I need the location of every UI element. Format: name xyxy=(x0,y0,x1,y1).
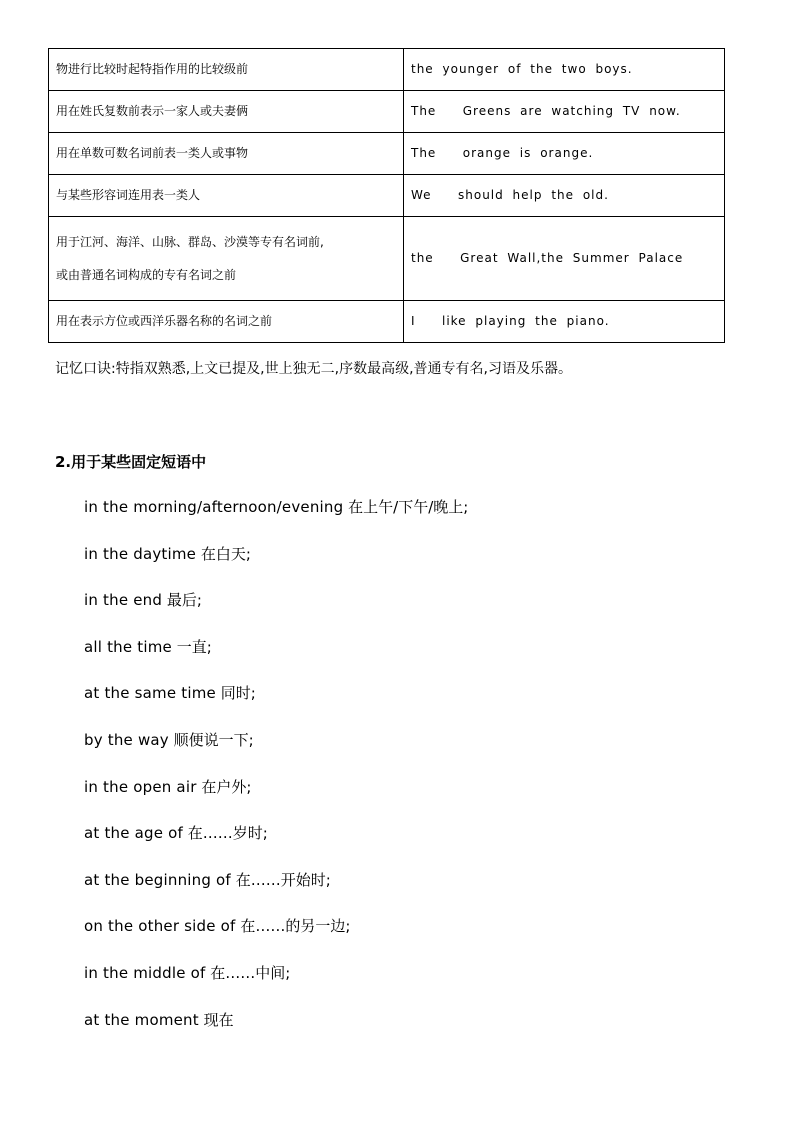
phrase-zh: 在户外; xyxy=(201,777,252,796)
table-row xyxy=(49,133,725,175)
phrase-zh: 在……开始时; xyxy=(235,870,331,889)
example-cell: We should help the old. xyxy=(404,175,725,217)
usage-cell: 用在表示方位或西洋乐器名称的名词之前 xyxy=(49,301,404,343)
phrase-zh: 在白天; xyxy=(200,544,251,563)
example-cell: The orange is orange. xyxy=(404,133,725,175)
table-row xyxy=(49,217,725,301)
list-item xyxy=(84,497,468,544)
phrase-zh: 同时; xyxy=(220,684,256,703)
phrase-en: at the age of xyxy=(84,824,183,843)
phrase-en: in the daytime xyxy=(84,544,197,563)
phrase-list xyxy=(84,497,468,1056)
list-item xyxy=(84,730,468,777)
list-item xyxy=(84,637,468,684)
phrase-en: all the time xyxy=(84,637,172,656)
phrase-zh: 顺便说一下; xyxy=(173,730,254,749)
list-item xyxy=(84,870,468,917)
phrase-en: at the beginning of xyxy=(84,870,231,889)
phrase-en: at the same time xyxy=(84,684,216,703)
phrase-en: at the moment xyxy=(84,1010,199,1029)
example-cell: The Greens are watching TV now. xyxy=(404,91,725,133)
phrase-zh: 现在 xyxy=(203,1010,234,1029)
phrase-zh: 在……岁时; xyxy=(187,824,268,843)
article-usage-table xyxy=(48,48,725,343)
list-item xyxy=(84,777,468,824)
usage-cell: 用在单数可数名词前表一类人或事物 xyxy=(49,133,404,175)
list-item xyxy=(84,823,468,870)
phrase-en: in the open air xyxy=(84,777,197,796)
table-row xyxy=(49,301,725,343)
table-row xyxy=(49,49,725,91)
list-item xyxy=(84,916,468,963)
usage-cell: 物进行比较时起特指作用的比较级前 xyxy=(49,49,404,91)
list-item xyxy=(84,963,468,1010)
phrase-en: in the end xyxy=(84,591,163,610)
list-item xyxy=(84,1010,468,1057)
section-heading: 2.用于某些固定短语中 xyxy=(55,453,207,471)
usage-line: 用于江河、海洋、山脉、群岛、沙漠等专有名词前, xyxy=(56,235,324,250)
example-cell: the younger of the two boys. xyxy=(404,49,725,91)
table-row xyxy=(49,91,725,133)
list-item xyxy=(84,544,468,591)
usage-cell: 与某些形容词连用表一类人 xyxy=(49,175,404,217)
phrase-en: in the morning/afternoon/evening xyxy=(84,498,344,516)
list-item xyxy=(84,590,468,637)
phrase-zh: 最后; xyxy=(166,591,202,610)
example-cell: I like playing the piano. xyxy=(404,301,725,343)
phrase-en: by the way xyxy=(84,730,169,749)
table-row xyxy=(49,175,725,217)
usage-cell: 用在姓氏复数前表示一家人或夫妻俩 xyxy=(49,91,404,133)
usage-line: 或由普通名词构成的专有名词之前 xyxy=(56,267,237,282)
phrase-zh: 在……的另一边; xyxy=(240,917,351,936)
phrase-en: on the other side of xyxy=(84,917,236,936)
phrase-zh: 一直; xyxy=(176,637,212,656)
phrase-en: in the middle of xyxy=(84,963,206,982)
list-item xyxy=(84,683,468,730)
usage-cell xyxy=(49,217,404,301)
phrase-zh: 在……中间; xyxy=(210,963,291,982)
example-cell: the Great Wall,the Summer Palace xyxy=(404,217,725,301)
phrase-zh: 在上午/下午/晚上; xyxy=(348,498,469,516)
mnemonic-text: 记忆口诀:特指双熟悉,上文已提及,世上独无二,序数最高级,普通专有名,习语及乐器。 xyxy=(55,361,572,377)
